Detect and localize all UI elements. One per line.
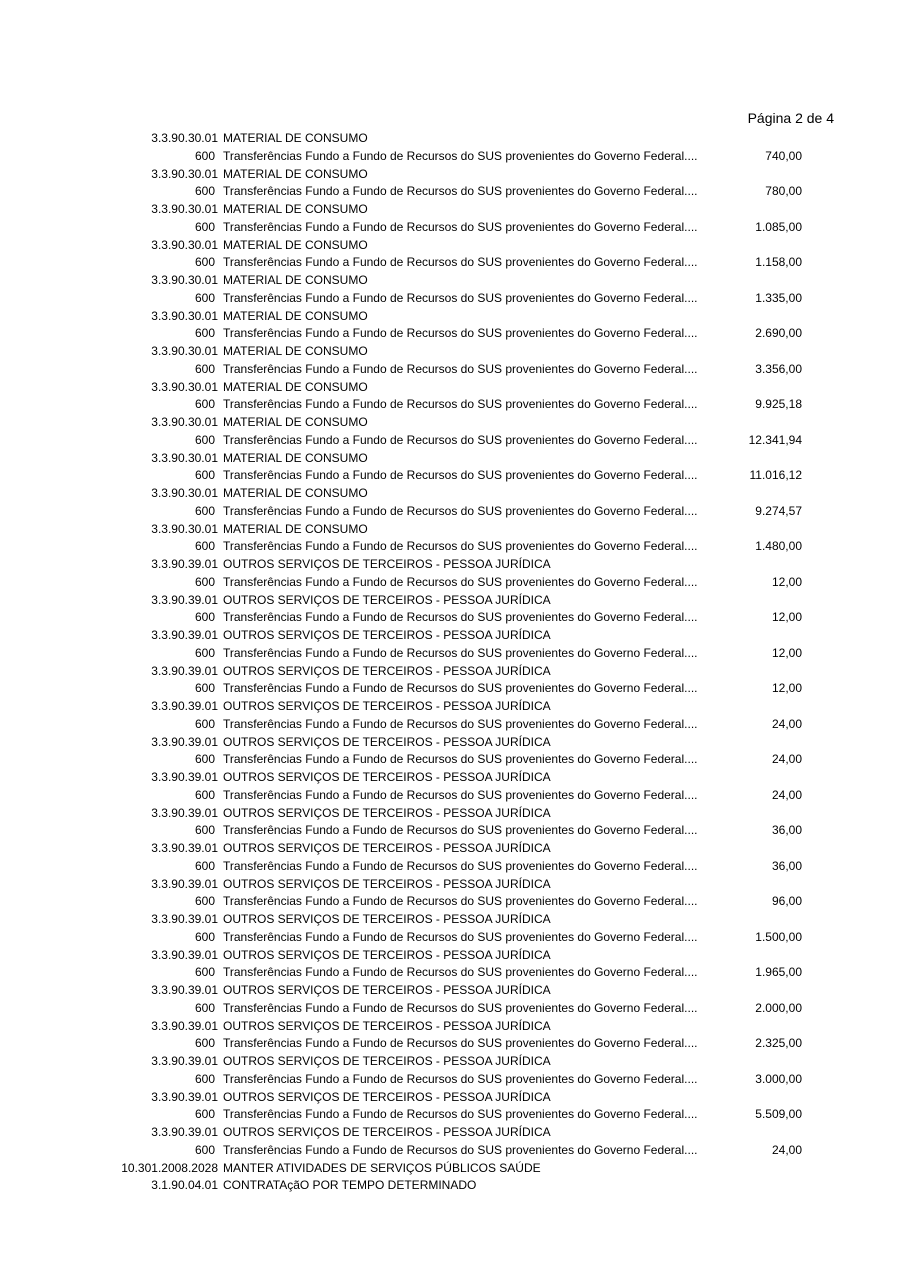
source-description: Transferências Fundo a Fundo de Recursos do SUS provenientes do Governo Federal.... [223, 929, 698, 944]
account-row [0, 982, 900, 1000]
source-row [0, 609, 900, 627]
source-row [0, 1035, 900, 1053]
source-code: 600 [194, 184, 215, 199]
account-row [0, 627, 900, 645]
account-code: 3.3.90.30.01 [151, 308, 218, 323]
amount-value: 36,00 [771, 858, 802, 873]
amount-value: 1.335,00 [755, 290, 802, 305]
account-code: 3.3.90.30.01 [151, 450, 218, 465]
account-row [0, 698, 900, 716]
amount-value: 2.000,00 [755, 1000, 802, 1015]
account-code: 3.3.90.30.01 [151, 344, 218, 358]
source-code: 600 [194, 965, 215, 980]
account-row [0, 734, 900, 752]
source-row [0, 396, 900, 414]
amount-value: 12.341,94 [748, 432, 802, 447]
source-code: 600 [194, 1142, 215, 1157]
source-description: Transferências Fundo a Fundo de Recursos do SUS provenientes do Governo Federal.... [223, 574, 698, 589]
source-code: 600 [194, 148, 215, 163]
account-code: 3.3.90.39.01 [151, 983, 218, 997]
source-row [0, 645, 900, 663]
account-code: 3.3.90.30.01 [151, 486, 218, 500]
account-description: MATERIAL DE CONSUMO [223, 450, 368, 465]
account-code: 3.3.90.39.01 [151, 628, 218, 642]
source-code: 600 [194, 610, 215, 625]
account-row [0, 1160, 900, 1178]
account-code: 3.3.90.39.01 [151, 734, 218, 749]
amount-value: 12,00 [771, 610, 802, 625]
source-row [0, 219, 900, 237]
account-row [0, 272, 900, 290]
account-row [0, 343, 900, 361]
source-description: Transferências Fundo a Fundo de Recursos do SUS provenientes do Governo Federal.... [223, 965, 698, 980]
account-row [0, 911, 900, 929]
account-code: 3.3.90.30.01 [151, 166, 218, 181]
account-description: OUTROS SERVIÇOS DE TERCEIROS - PESSOA JURÍDICA [223, 1125, 551, 1139]
source-row [0, 538, 900, 556]
account-description: MATERIAL DE CONSUMO [223, 379, 368, 394]
account-row [0, 769, 900, 787]
source-code: 600 [194, 645, 215, 660]
source-row [0, 254, 900, 272]
source-code: 600 [194, 290, 215, 305]
account-description: OUTROS SERVIÇOS DE TERCEIROS - PESSOA JURÍDICA [223, 770, 551, 784]
source-description: Transferências Fundo a Fundo de Recursos do SUS provenientes do Governo Federal.... [223, 361, 698, 376]
account-code: 3.3.90.39.01 [151, 876, 218, 891]
source-code: 600 [194, 503, 215, 518]
source-description: Transferências Fundo a Fundo de Recursos do SUS provenientes do Governo Federal.... [223, 716, 698, 731]
source-code: 600 [194, 1000, 215, 1015]
account-row [0, 840, 900, 858]
account-row [0, 592, 900, 610]
source-description: Transferências Fundo a Fundo de Recursos do SUS provenientes do Governo Federal.... [223, 219, 698, 234]
source-description: Transferências Fundo a Fundo de Recursos do SUS provenientes do Governo Federal.... [223, 255, 698, 270]
account-description: OUTROS SERVIÇOS DE TERCEIROS - PESSOA JURÍDICA [223, 592, 551, 607]
account-code: 3.3.90.39.01 [151, 805, 218, 820]
account-row [0, 1177, 900, 1195]
source-description: Transferências Fundo a Fundo de Recursos do SUS provenientes do Governo Federal.... [223, 503, 698, 518]
amount-value: 5.509,00 [755, 1107, 802, 1122]
page-number: Página 2 de 4 [747, 110, 834, 126]
account-description: OUTROS SERVIÇOS DE TERCEIROS - PESSOA JURÍDICA [223, 912, 551, 926]
source-description: Transferências Fundo a Fundo de Recursos do SUS provenientes do Governo Federal.... [223, 752, 698, 767]
source-row [0, 1106, 900, 1124]
account-description: MATERIAL DE CONSUMO [223, 344, 368, 358]
account-code: 3.3.90.30.01 [151, 521, 218, 536]
amount-value: 3.000,00 [755, 1071, 802, 1086]
account-description: OUTROS SERVIÇOS DE TERCEIROS - PESSOA JURÍDICA [223, 1018, 551, 1033]
account-description: MATERIAL DE CONSUMO [223, 131, 368, 145]
account-row [0, 1089, 900, 1107]
account-code: 3.1.90.04.01 [151, 1178, 218, 1193]
amount-value: 1.480,00 [755, 539, 802, 554]
account-description: OUTROS SERVIÇOS DE TERCEIROS - PESSOA JURÍDICA [223, 628, 551, 642]
account-row [0, 379, 900, 397]
amount-value: 96,00 [771, 894, 802, 909]
source-code: 600 [194, 1071, 215, 1086]
account-row [0, 556, 900, 574]
source-row [0, 574, 900, 592]
account-description: MATERIAL DE CONSUMO [223, 521, 368, 536]
account-code: 3.3.90.39.01 [151, 699, 218, 713]
account-code: 3.3.90.39.01 [151, 592, 218, 607]
source-row [0, 148, 900, 166]
account-description: OUTROS SERVIÇOS DE TERCEIROS - PESSOA JURÍDICA [223, 734, 551, 749]
account-row [0, 130, 900, 148]
source-description: Transferências Fundo a Fundo de Recursos do SUS provenientes do Governo Federal.... [223, 432, 698, 447]
source-description: Transferências Fundo a Fundo de Recursos do SUS provenientes do Governo Federal.... [223, 610, 698, 625]
account-row [0, 166, 900, 184]
amount-value: 1.085,00 [755, 219, 802, 234]
source-description: Transferências Fundo a Fundo de Recursos do SUS provenientes do Governo Federal.... [223, 858, 698, 873]
amount-value: 1.500,00 [755, 929, 802, 944]
amount-value: 11.016,12 [749, 468, 802, 483]
source-code: 600 [194, 361, 215, 376]
account-row [0, 201, 900, 219]
source-row [0, 893, 900, 911]
source-description: Transferências Fundo a Fundo de Recursos do SUS provenientes do Governo Federal.... [223, 1107, 698, 1122]
account-description: OUTROS SERVIÇOS DE TERCEIROS - PESSOA JURÍDICA [223, 841, 551, 855]
account-code: 3.3.90.39.01 [151, 1089, 218, 1104]
source-row [0, 1000, 900, 1018]
amount-value: 12,00 [771, 574, 802, 589]
source-code: 600 [194, 1107, 215, 1122]
amount-value: 12,00 [771, 681, 802, 696]
source-description: Transferências Fundo a Fundo de Recursos do SUS provenientes do Governo Federal.... [223, 645, 698, 660]
source-row [0, 503, 900, 521]
amount-value: 740,00 [765, 148, 802, 163]
account-row [0, 414, 900, 432]
account-row [0, 947, 900, 965]
account-description: MATERIAL DE CONSUMO [223, 202, 368, 216]
source-row [0, 964, 900, 982]
source-code: 600 [194, 1036, 215, 1051]
source-description: Transferências Fundo a Fundo de Recursos do SUS provenientes do Governo Federal.... [223, 681, 698, 696]
account-description: OUTROS SERVIÇOS DE TERCEIROS - PESSOA JURÍDICA [223, 557, 551, 571]
account-description: MATERIAL DE CONSUMO [223, 415, 368, 429]
source-code: 600 [194, 397, 215, 412]
source-row [0, 325, 900, 343]
account-row [0, 805, 900, 823]
account-description: OUTROS SERVIÇOS DE TERCEIROS - PESSOA JURÍDICA [223, 1089, 551, 1104]
source-row [0, 680, 900, 698]
amount-value: 1.158,00 [755, 255, 802, 270]
source-code: 600 [194, 468, 215, 483]
account-code: 3.3.90.39.01 [151, 1054, 218, 1068]
amount-value: 3.356,00 [755, 361, 802, 376]
account-row [0, 450, 900, 468]
source-description: Transferências Fundo a Fundo de Recursos do SUS provenientes do Governo Federal.... [223, 326, 698, 341]
source-description: Transferências Fundo a Fundo de Recursos do SUS provenientes do Governo Federal.... [223, 823, 698, 838]
source-code: 600 [194, 326, 215, 341]
source-code: 600 [194, 858, 215, 873]
amount-value: 12,00 [771, 645, 802, 660]
amount-value: 2.690,00 [755, 326, 802, 341]
account-row [0, 521, 900, 539]
amount-value: 36,00 [771, 823, 802, 838]
source-description: Transferências Fundo a Fundo de Recursos do SUS provenientes do Governo Federal.... [223, 468, 698, 483]
account-code: 3.3.90.30.01 [151, 379, 218, 394]
source-description: Transferências Fundo a Fundo de Recursos do SUS provenientes do Governo Federal.... [223, 290, 698, 305]
account-code: 3.3.90.30.01 [151, 415, 218, 429]
account-code: 3.3.90.30.01 [151, 131, 218, 145]
amount-value: 1.965,00 [755, 965, 802, 980]
account-code: 3.3.90.39.01 [151, 770, 218, 784]
source-description: Transferências Fundo a Fundo de Recursos do SUS provenientes do Governo Federal.... [223, 1142, 698, 1157]
source-code: 600 [194, 823, 215, 838]
source-code: 600 [194, 752, 215, 767]
source-description: Transferências Fundo a Fundo de Recursos do SUS provenientes do Governo Federal.... [223, 1071, 698, 1086]
source-description: Transferências Fundo a Fundo de Recursos do SUS provenientes do Governo Federal.... [223, 1000, 698, 1015]
source-row [0, 822, 900, 840]
source-row [0, 858, 900, 876]
account-row [0, 663, 900, 681]
source-description: Transferências Fundo a Fundo de Recursos do SUS provenientes do Governo Federal.... [223, 184, 698, 199]
source-row [0, 1142, 900, 1160]
source-description: Transferências Fundo a Fundo de Recursos do SUS provenientes do Governo Federal.... [223, 539, 698, 554]
account-description: MANTER ATIVIDADES DE SERVIÇOS PÚBLICOS SAÚDE [223, 1160, 541, 1175]
source-description: Transferências Fundo a Fundo de Recursos do SUS provenientes do Governo Federal.... [223, 894, 698, 909]
source-row [0, 787, 900, 805]
account-row [0, 1053, 900, 1071]
account-description: MATERIAL DE CONSUMO [223, 273, 368, 287]
account-row [0, 1124, 900, 1142]
source-code: 600 [194, 716, 215, 731]
account-description: MATERIAL DE CONSUMO [223, 166, 368, 181]
account-code: 3.3.90.30.01 [151, 273, 218, 287]
account-description: OUTROS SERVIÇOS DE TERCEIROS - PESSOA JURÍDICA [223, 947, 551, 962]
account-row [0, 1018, 900, 1036]
account-code: 3.3.90.39.01 [151, 947, 218, 962]
source-code: 600 [194, 255, 215, 270]
account-code: 3.3.90.39.01 [151, 841, 218, 855]
source-row [0, 290, 900, 308]
source-row [0, 929, 900, 947]
account-code: 3.3.90.30.01 [151, 202, 218, 216]
source-code: 600 [194, 539, 215, 554]
account-description: OUTROS SERVIÇOS DE TERCEIROS - PESSOA JURÍDICA [223, 876, 551, 891]
account-code: 3.3.90.39.01 [151, 912, 218, 926]
account-code: 3.3.90.39.01 [151, 1125, 218, 1139]
source-code: 600 [194, 219, 215, 234]
account-code: 10.301.2008.2028 [121, 1160, 218, 1175]
amount-value: 24,00 [771, 787, 802, 802]
source-code: 600 [194, 929, 215, 944]
amount-value: 9.274,57 [755, 503, 802, 518]
amount-value: 24,00 [771, 716, 802, 731]
account-description: MATERIAL DE CONSUMO [223, 308, 368, 323]
source-row [0, 183, 900, 201]
account-row [0, 237, 900, 255]
account-code: 3.3.90.39.01 [151, 557, 218, 571]
account-row [0, 485, 900, 503]
source-code: 600 [194, 432, 215, 447]
expense-list [0, 130, 900, 1195]
account-description: OUTROS SERVIÇOS DE TERCEIROS - PESSOA JURÍDICA [223, 699, 551, 713]
account-description: OUTROS SERVIÇOS DE TERCEIROS - PESSOA JURÍDICA [223, 663, 551, 678]
source-row [0, 716, 900, 734]
source-code: 600 [194, 681, 215, 696]
account-description: MATERIAL DE CONSUMO [223, 237, 368, 252]
account-row [0, 308, 900, 326]
source-description: Transferências Fundo a Fundo de Recursos do SUS provenientes do Governo Federal.... [223, 148, 698, 163]
amount-value: 9.925,18 [755, 397, 802, 412]
source-row [0, 751, 900, 769]
source-description: Transferências Fundo a Fundo de Recursos do SUS provenientes do Governo Federal.... [223, 397, 698, 412]
account-description: CONTRATAçãO POR TEMPO DETERMINADO [223, 1178, 477, 1193]
source-row [0, 467, 900, 485]
source-description: Transferências Fundo a Fundo de Recursos do SUS provenientes do Governo Federal.... [223, 787, 698, 802]
source-code: 600 [194, 574, 215, 589]
amount-value: 780,00 [765, 184, 802, 199]
source-row [0, 432, 900, 450]
source-description: Transferências Fundo a Fundo de Recursos do SUS provenientes do Governo Federal.... [223, 1036, 698, 1051]
account-code: 3.3.90.39.01 [151, 663, 218, 678]
account-code: 3.3.90.39.01 [151, 1018, 218, 1033]
account-code: 3.3.90.30.01 [151, 237, 218, 252]
source-code: 600 [194, 894, 215, 909]
amount-value: 24,00 [771, 752, 802, 767]
source-code: 600 [194, 787, 215, 802]
amount-value: 24,00 [771, 1142, 802, 1157]
account-row [0, 876, 900, 894]
account-description: OUTROS SERVIÇOS DE TERCEIROS - PESSOA JURÍDICA [223, 983, 551, 997]
amount-value: 2.325,00 [755, 1036, 802, 1051]
source-row [0, 361, 900, 379]
account-description: OUTROS SERVIÇOS DE TERCEIROS - PESSOA JURÍDICA [223, 805, 551, 820]
account-description: MATERIAL DE CONSUMO [223, 486, 368, 500]
source-row [0, 1071, 900, 1089]
account-description: OUTROS SERVIÇOS DE TERCEIROS - PESSOA JURÍDICA [223, 1054, 551, 1068]
